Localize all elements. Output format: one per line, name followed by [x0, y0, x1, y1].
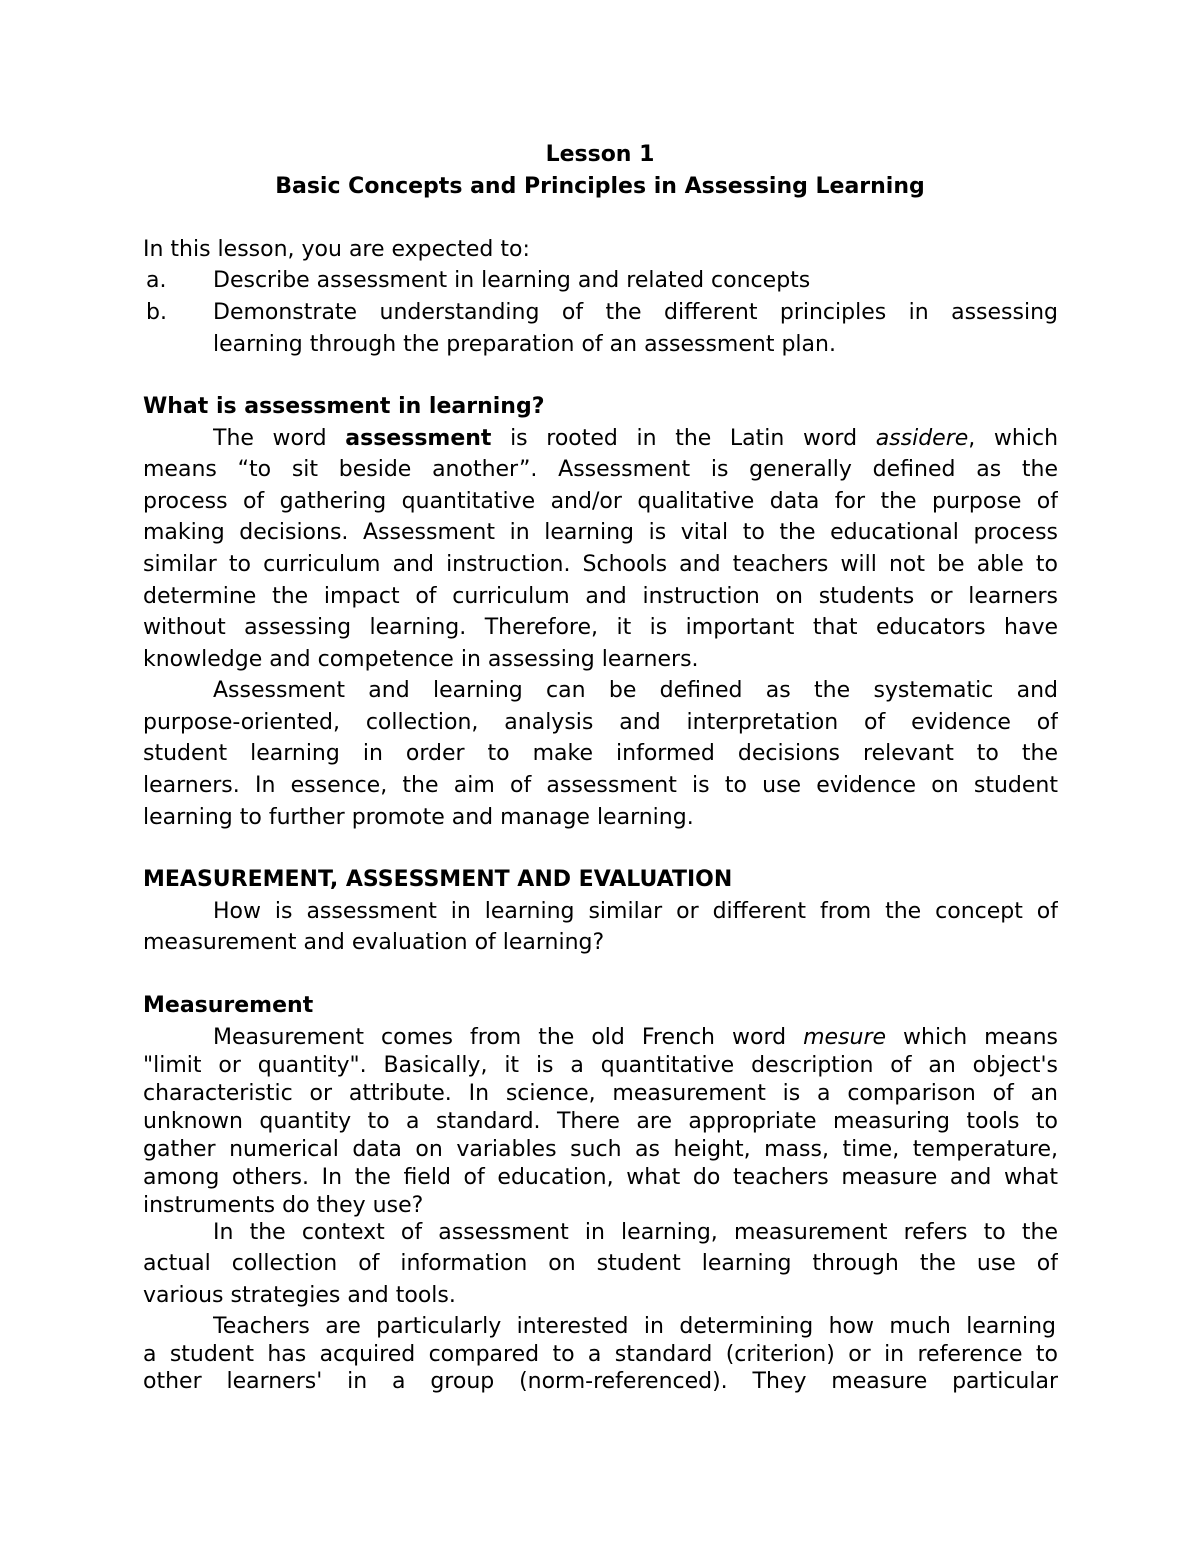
- text-line: means “to sit beside another”. Assessment is generally defined as the: [143, 457, 1058, 482]
- text-line: Teachers are particularly interested in determining how much learning: [213, 1314, 1056, 1339]
- text-line: [213, 1025, 1058, 1051]
- italic-term: mesure: [803, 1025, 887, 1050]
- text-line: a student has acquired compared to a standard (criterion) or in reference to: [143, 1342, 1058, 1367]
- bold-term: assessment: [345, 426, 492, 451]
- objectives-intro: In this lesson, you are expected to:: [143, 237, 530, 262]
- text-line: without assessing learning. Therefore, it is important that educators have: [143, 615, 1058, 640]
- text-run: which means: [886, 1025, 1058, 1050]
- text-line: actual collection of information on student learning through the use of: [143, 1251, 1058, 1276]
- text-line: other learners' in a group (norm-referenced). They measure particular: [143, 1369, 1058, 1394]
- text-run: The word: [213, 426, 346, 451]
- section-heading: What is assessment in learning?: [143, 394, 545, 419]
- text-line: similar to curriculum and instruction. Schools and teachers will not be able to: [143, 552, 1058, 577]
- text-line: among others. In the field of education, what do teachers measure and what: [143, 1165, 1058, 1190]
- text-line: purpose-oriented, collection, analysis and interpretation of evidence of: [143, 710, 1058, 735]
- section-heading: MEASUREMENT, ASSESSMENT AND EVALUATION: [143, 867, 733, 892]
- text-line: characteristic or attribute. In science, measurement is a comparison of an: [143, 1081, 1058, 1106]
- section-heading: Measurement: [143, 993, 314, 1018]
- list-marker: a.: [146, 268, 167, 293]
- text-line: various strategies and tools.: [143, 1283, 456, 1308]
- text-line: In the context of assessment in learning, measurement refers to the: [213, 1220, 1058, 1245]
- lesson-title: Lesson 1: [545, 142, 655, 167]
- text-line: gather numerical data on variables such as height, mass, time, temperature,: [143, 1137, 1058, 1162]
- text-line: process of gathering quantitative and/or qualitative data for the purpose of: [143, 489, 1058, 514]
- text-line: determine the impact of curriculum and instruction on students or learners: [143, 584, 1058, 609]
- text-run: , which: [968, 426, 1058, 451]
- text-line: measurement and evaluation of learning?: [143, 930, 605, 955]
- text-run: Measurement comes from the old French word: [213, 1025, 804, 1050]
- list-item: learning through the preparation of an assessment plan.: [213, 332, 836, 357]
- list-item: Demonstrate understanding of the different principles in assessing: [213, 300, 1058, 325]
- text-line: unknown quantity to a standard. There are appropriate measuring tools to: [143, 1109, 1058, 1134]
- list-item: Describe assessment in learning and related concepts: [213, 268, 811, 293]
- text-line: knowledge and competence in assessing learners.: [143, 647, 699, 672]
- text-line: student learning in order to make informed decisions relevant to the: [143, 741, 1058, 766]
- lesson-subtitle: Basic Concepts and Principles in Assessing Learning: [275, 174, 925, 199]
- text-line: Assessment and learning can be defined as the systematic and: [213, 678, 1058, 703]
- text-line: instruments do they use?: [143, 1193, 424, 1218]
- text-line: learning to further promote and manage learning.: [143, 805, 694, 830]
- text-line: learners. In essence, the aim of assessment is to use evidence on student: [143, 773, 1058, 798]
- text-line: [213, 426, 1058, 452]
- text-line: "limit or quantity". Basically, it is a quantitative description of an object's: [143, 1053, 1058, 1078]
- list-marker: b.: [146, 300, 167, 325]
- text-run: is rooted in the Latin word: [491, 426, 876, 451]
- text-line: making decisions. Assessment in learning is vital to the educational process: [143, 520, 1058, 545]
- italic-term: assidere: [875, 426, 969, 451]
- text-line: How is assessment in learning similar or different from the concept of: [213, 899, 1058, 924]
